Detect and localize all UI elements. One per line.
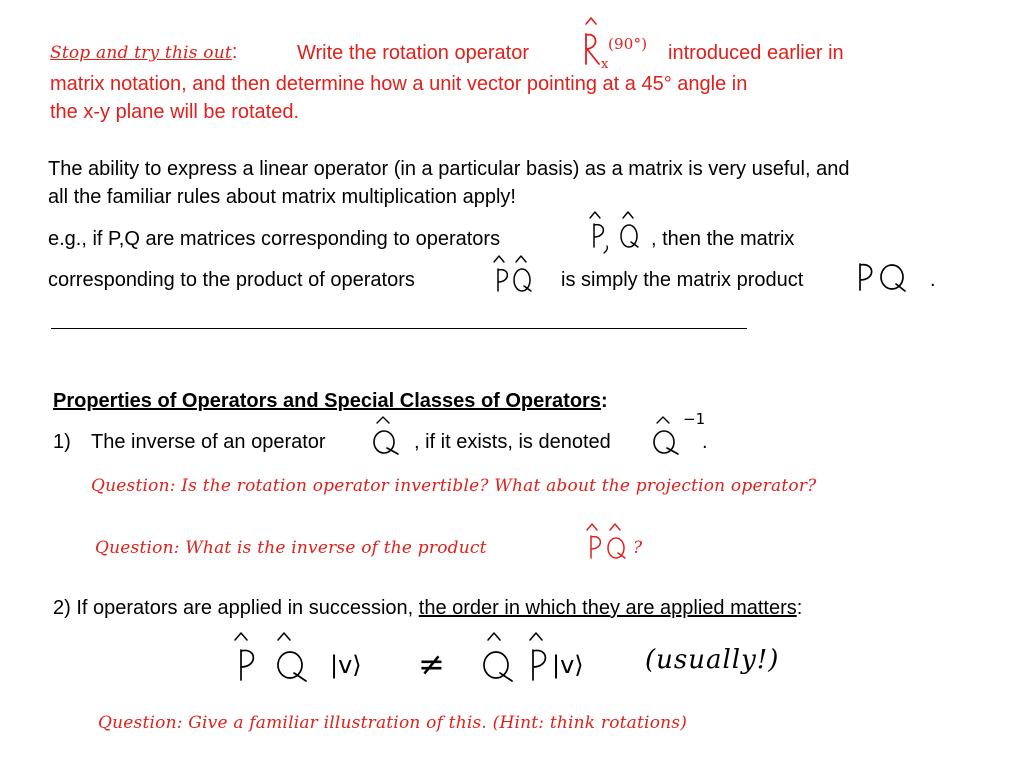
product-end: . [930, 269, 936, 291]
item1-number: 1) [53, 431, 71, 453]
stop-block [50, 40, 237, 64]
item1-text: The inverse of an operator [91, 431, 326, 453]
inverse-superscript: −1 [683, 410, 706, 428]
question-2-text: Question: What is the inverse of the product [95, 538, 487, 558]
intro-line-1: The ability to express a linear operator (in a particular basis) as a matrix is very useful, and [48, 158, 850, 180]
product-mid: is simply the matrix product [561, 269, 804, 291]
stop-line-2: matrix notation, and then determine how a unit vector pointing at a 45° angle in [50, 73, 748, 95]
operator-subscript: x [601, 57, 609, 72]
question-2-end: ? [633, 538, 643, 558]
q-hat-inverse-symbol [648, 414, 688, 459]
properties-heading-colon: : [600, 390, 608, 412]
question-1: Question: Is the rotation operator invertible? What about the projection operator? [91, 476, 817, 496]
ket-v-right: |v⟩ [552, 651, 584, 679]
stop-colon: : [231, 41, 238, 63]
stop-text-before: Write the rotation operator [297, 42, 529, 64]
product-text: corresponding to the product of operators [48, 269, 415, 291]
q-hat-operator-symbol [368, 414, 408, 459]
pq-matrix-product-symbol [852, 258, 912, 298]
item1-end: . [702, 431, 708, 453]
eg-text: e.g., if P,Q are matrices corresponding to operators [48, 228, 501, 250]
item2-wrap [53, 596, 802, 620]
not-equal-sign: ≠ [418, 645, 445, 683]
usually-note: (usually!) [645, 645, 780, 675]
stop-text-after: introduced earlier in [668, 42, 844, 64]
section-divider [51, 328, 747, 329]
properties-heading: Properties of Operators and Special Classes of Operators [53, 390, 601, 412]
pq-hat-product-symbol [490, 253, 540, 298]
operator-angle: (90°) [608, 35, 648, 53]
stop-heading: Stop and try this out [50, 43, 232, 63]
question-3: Question: Give a familiar illustration of this. (Hint: think rotations) [98, 713, 688, 733]
p-q-operators-symbol [585, 210, 645, 255]
stop-line-3: the x-y plane will be rotated. [50, 101, 300, 123]
eg-after: , then the matrix [651, 228, 795, 250]
item2-colon: : [796, 597, 803, 619]
item2-underlined: the order in which they are applied matters [418, 597, 797, 619]
properties-heading-wrap [53, 389, 608, 413]
pq-hat-red-symbol [583, 522, 633, 562]
intro-line-2: all the familiar rules about matrix multiplication apply! [48, 186, 516, 208]
item2-text: 2) If operators are applied in succession, [53, 597, 414, 619]
item1-mid: , if it exists, is denoted [414, 431, 611, 453]
pq-hat-equation-symbol [228, 628, 338, 688]
ket-v-left: |v⟩ [330, 651, 362, 679]
